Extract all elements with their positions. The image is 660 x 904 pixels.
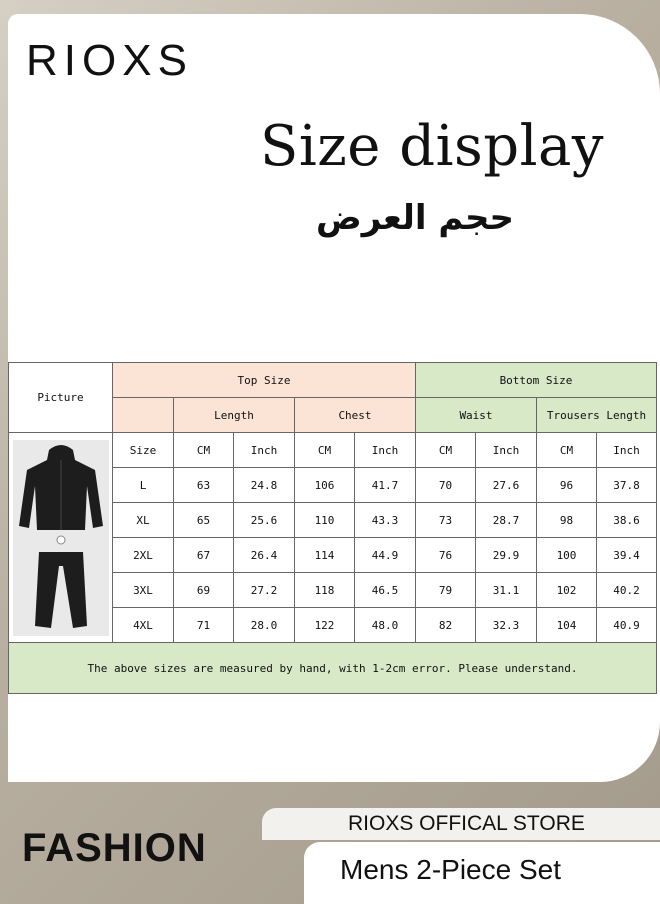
table-cell: 2XL [113, 538, 174, 573]
table-cell: 28.0 [234, 608, 295, 643]
product-banner [304, 842, 660, 904]
table-cell: 73 [416, 503, 476, 538]
table-cell: 82 [416, 608, 476, 643]
page-title: Size display [260, 114, 604, 179]
product-picture-cell [9, 433, 113, 643]
product-name: Mens 2-Piece Set [340, 854, 561, 885]
size-table [8, 362, 657, 694]
table-cell: 67 [174, 538, 234, 573]
unit-header-size: Size [113, 433, 174, 468]
unit-header-cm: CM [537, 433, 597, 468]
table-cell: 40.9 [597, 608, 657, 643]
fashion-label: FASHION [22, 826, 207, 870]
table-cell: 98 [537, 503, 597, 538]
size-chart-card [8, 14, 660, 782]
bottom-size-header: Bottom Size [416, 363, 657, 398]
table-cell: 27.2 [234, 573, 295, 608]
page-subtitle-arabic: حجم العرض [316, 198, 515, 238]
table-cell: 96 [537, 468, 597, 503]
table-cell: 29.9 [476, 538, 537, 573]
unit-header-cm: CM [416, 433, 476, 468]
table-cell: 122 [295, 608, 355, 643]
table-cell: 106 [295, 468, 355, 503]
top-size-blank [113, 398, 174, 433]
table-cell: 48.0 [355, 608, 416, 643]
table-cell: 76 [416, 538, 476, 573]
table-cell: 24.8 [234, 468, 295, 503]
tracksuit-image [13, 440, 109, 636]
table-cell: 71 [174, 608, 234, 643]
table-cell: 38.6 [597, 503, 657, 538]
product-picture [13, 440, 109, 636]
table-cell: 37.8 [597, 468, 657, 503]
table-cell: 79 [416, 573, 476, 608]
measurement-note: The above sizes are measured by hand, with 1-2cm error. Please understand. [9, 643, 657, 694]
table-cell: 31.1 [476, 573, 537, 608]
store-name: RIOXS OFFICAL STORE [348, 812, 585, 835]
table-cell: 25.6 [234, 503, 295, 538]
waist-header: Waist [416, 398, 537, 433]
table-cell: 114 [295, 538, 355, 573]
top-size-header: Top Size [113, 363, 416, 398]
table-cell: 118 [295, 573, 355, 608]
table-cell: L [113, 468, 174, 503]
table-cell: 102 [537, 573, 597, 608]
store-banner [262, 808, 660, 840]
table-cell: 40.2 [597, 573, 657, 608]
table-cell: 4XL [113, 608, 174, 643]
unit-header-inch: Inch [476, 433, 537, 468]
unit-header-inch: Inch [355, 433, 416, 468]
table-cell: 70 [416, 468, 476, 503]
unit-header-cm: CM [174, 433, 234, 468]
unit-header-cm: CM [295, 433, 355, 468]
table-cell: 43.3 [355, 503, 416, 538]
table-cell: 69 [174, 573, 234, 608]
trousers-length-header: Trousers Length [537, 398, 657, 433]
table-cell: 46.5 [355, 573, 416, 608]
table-cell: 32.3 [476, 608, 537, 643]
table-cell: 44.9 [355, 538, 416, 573]
picture-header: Picture [9, 363, 113, 433]
unit-header-inch: Inch [234, 433, 295, 468]
table-cell: 27.6 [476, 468, 537, 503]
table-cell: 110 [295, 503, 355, 538]
table-cell: 41.7 [355, 468, 416, 503]
table-cell: 28.7 [476, 503, 537, 538]
table-cell: XL [113, 503, 174, 538]
table-cell: 104 [537, 608, 597, 643]
table-cell: 100 [537, 538, 597, 573]
unit-header-inch: Inch [597, 433, 657, 468]
table-cell: 65 [174, 503, 234, 538]
table-cell: 26.4 [234, 538, 295, 573]
table-cell: 63 [174, 468, 234, 503]
brand-logo: RIOXS [26, 36, 193, 85]
table-cell: 39.4 [597, 538, 657, 573]
chest-header: Chest [295, 398, 416, 433]
length-header: Length [174, 398, 295, 433]
table-cell: 3XL [113, 573, 174, 608]
